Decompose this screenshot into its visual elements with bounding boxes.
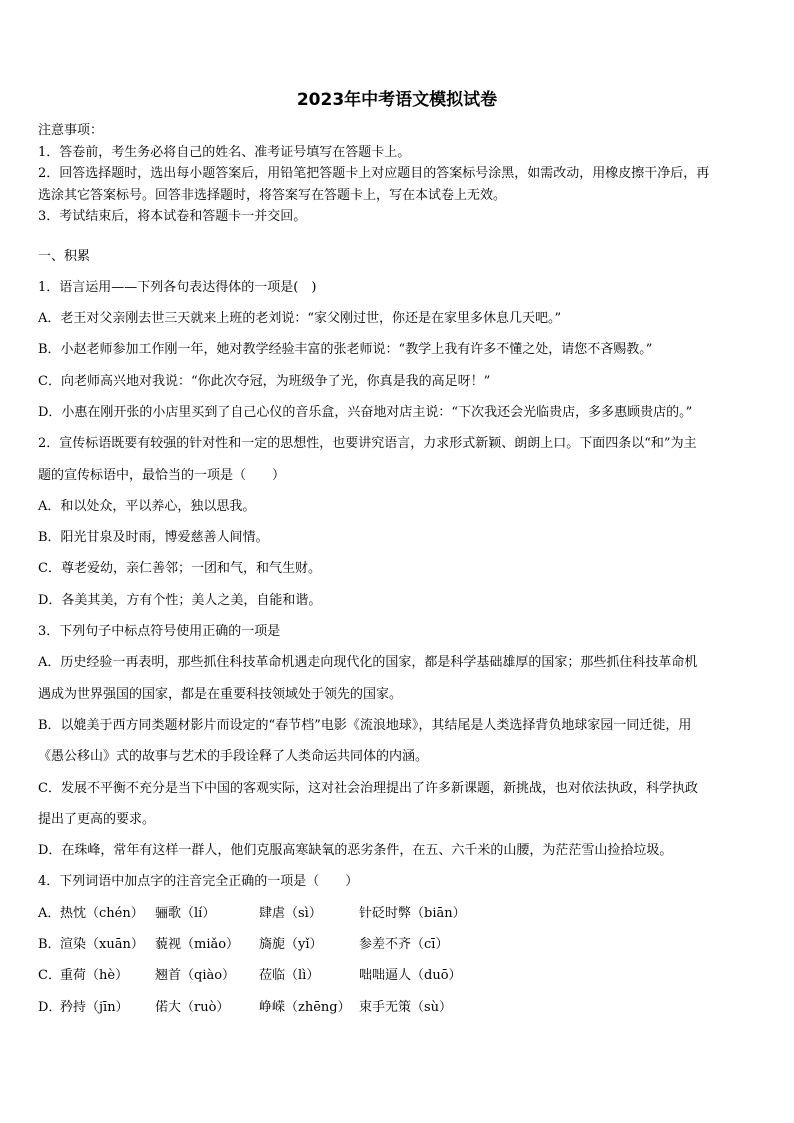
- question-2-stem: 2．宣传标语既要有较强的针对性和一定的思想性，也要讲究语言，力求形式新颖、朗朗上口。下面四条以“和”为主: [38, 436, 697, 452]
- question-3-option-c: C．发展不平衡不充分是当下中国的客观实际，这对社会治理提出了许多新课题，新挑战，也对依法执政，科学执政: [38, 780, 698, 796]
- question-4-option-a: [38, 898, 758, 929]
- notice-item: 选涂其它答案标号。回答非选择题时，将答案写在答题卡上，写在本试卷上无效。: [38, 187, 507, 203]
- questions-section: [38, 241, 758, 1023]
- pinyin-word: 参差不齐（cī）: [359, 937, 449, 953]
- question-2-option-d: D．各美其美，方有个性；美人之美，自能和谐。: [38, 592, 322, 608]
- question-3-option-b-continued: 《愚公移山》式的故事与艺术的手段诠释了人类命运共同体的内涵。: [38, 749, 429, 765]
- exam-content: [38, 120, 758, 1023]
- notice-item: 2．回答选择题时，选出每小题答案后，用铅笔把答题卡上对应题目的答案标号涂黑，如需改动，用橡皮擦干净后，再: [38, 166, 710, 181]
- notice-item: 1．答卷前，考生务必将自己的姓名、准考证号填写在答题卡上。: [38, 144, 411, 160]
- pinyin-word: 矜持（jīn）: [60, 999, 129, 1015]
- question-2-option-a: A．和以处众，平以养心，独以思我。: [38, 498, 256, 514]
- notice-heading: 注意事项：: [38, 123, 104, 138]
- pinyin-word: 重荷（hè）: [60, 968, 129, 984]
- question-1-option-a: A．老王对父亲刚去世三天就来上班的老刘说：“家父刚过世，你还是在家里多休息几天吧。”: [38, 311, 562, 327]
- question-3-option-a-continued: 遇成为世界强国的国家，都是在重要科技领域处于领先的国家。: [38, 686, 403, 702]
- question-3-option-c-continued: 提出了更高的要求。: [38, 811, 156, 827]
- pinyin-word: 藐视（miǎo）: [155, 937, 240, 953]
- question-1-option-c: C．向老师高兴地对我说：“你此次夺冠，为班级争了光，你真是我的高足呀！”: [38, 373, 491, 389]
- question-1-option-d: D．小惠在刚开张的小店里买到了自己心仪的音乐盒，兴奋地对店主说：“下次我还会光临贵店，多多惠顾贵店的。”: [38, 404, 693, 420]
- question-2-stem-continued: 题的宣传标语中，最恰当的一项是（ ）: [38, 467, 286, 483]
- notice-section: [38, 120, 758, 228]
- option-label: A．: [38, 905, 61, 921]
- question-4-option-d: [38, 992, 758, 1023]
- notice-item: 3．考试结束后，将本试卷和答题卡一并交回。: [38, 209, 307, 224]
- option-label: C．: [38, 968, 61, 984]
- pinyin-word: 针砭时弊（biān）: [359, 905, 466, 921]
- pinyin-word: 咄咄逼人（duō）: [359, 968, 462, 984]
- pinyin-word: 渲染（xuān）: [60, 937, 144, 953]
- question-4-option-c: [38, 960, 758, 991]
- pinyin-word: 翘首（qiào）: [155, 968, 236, 984]
- pinyin-word: 骊歌（lí）: [155, 905, 216, 921]
- option-label: D．: [38, 999, 62, 1015]
- pinyin-word: 旖旎（yǐ）: [259, 937, 323, 953]
- question-3-option-d: D．在珠峰，常年有这样一群人，他们克服高寒缺氧的恶劣条件，在五、六千米的山腰，为茫茫雪山捡拾垃圾。: [38, 843, 673, 859]
- section-heading: 一、积累: [38, 248, 91, 264]
- pinyin-word: 偌大（ruò）: [155, 999, 230, 1015]
- pinyin-word: 热忱（chén）: [60, 905, 144, 921]
- question-2-option-c: C．尊老爱幼，亲仁善邻；一团和气，和气生财。: [38, 561, 321, 577]
- question-3-option-b: B．以媲美于西方同类题材影片而设定的“春节档”电影《流浪地球》，其结尾是人类选择背负地球家园一同迁徙，用: [38, 717, 692, 733]
- question-1-option-b: B．小赵老师参加工作刚一年，她对教学经验丰富的张老师说：“教学上我有许多不懂之处，请您不吝赐教。”: [38, 342, 653, 358]
- pinyin-word: 峥嵘（zhēng）: [259, 999, 351, 1015]
- pinyin-word: 莅临（lì）: [259, 968, 320, 984]
- question-3-option-a: A．历史经验一再表明，那些抓住科技革命机遇走向现代化的国家，都是科学基础雄厚的国家；那些抓住科技革命机: [38, 655, 698, 671]
- question-3-stem: 3．下列句子中标点符号使用正确的一项是: [38, 624, 281, 640]
- pinyin-word: 束手无策（sù）: [359, 999, 453, 1015]
- question-4-stem: 4．下列词语中加点字的注音完全正确的一项是（ ）: [38, 874, 359, 890]
- question-2-option-b: B．阳光甘泉及时雨，博爱慈善人间情。: [38, 530, 269, 546]
- page-title: 2023年中考语文模拟试卷: [296, 90, 498, 110]
- question-1-stem: 1．语言运用——下列各句表达得体的一项是( ): [38, 279, 317, 295]
- option-label: B．: [38, 937, 61, 953]
- pinyin-word: 肆虐（sì）: [259, 905, 322, 921]
- question-4-option-b: [38, 929, 758, 960]
